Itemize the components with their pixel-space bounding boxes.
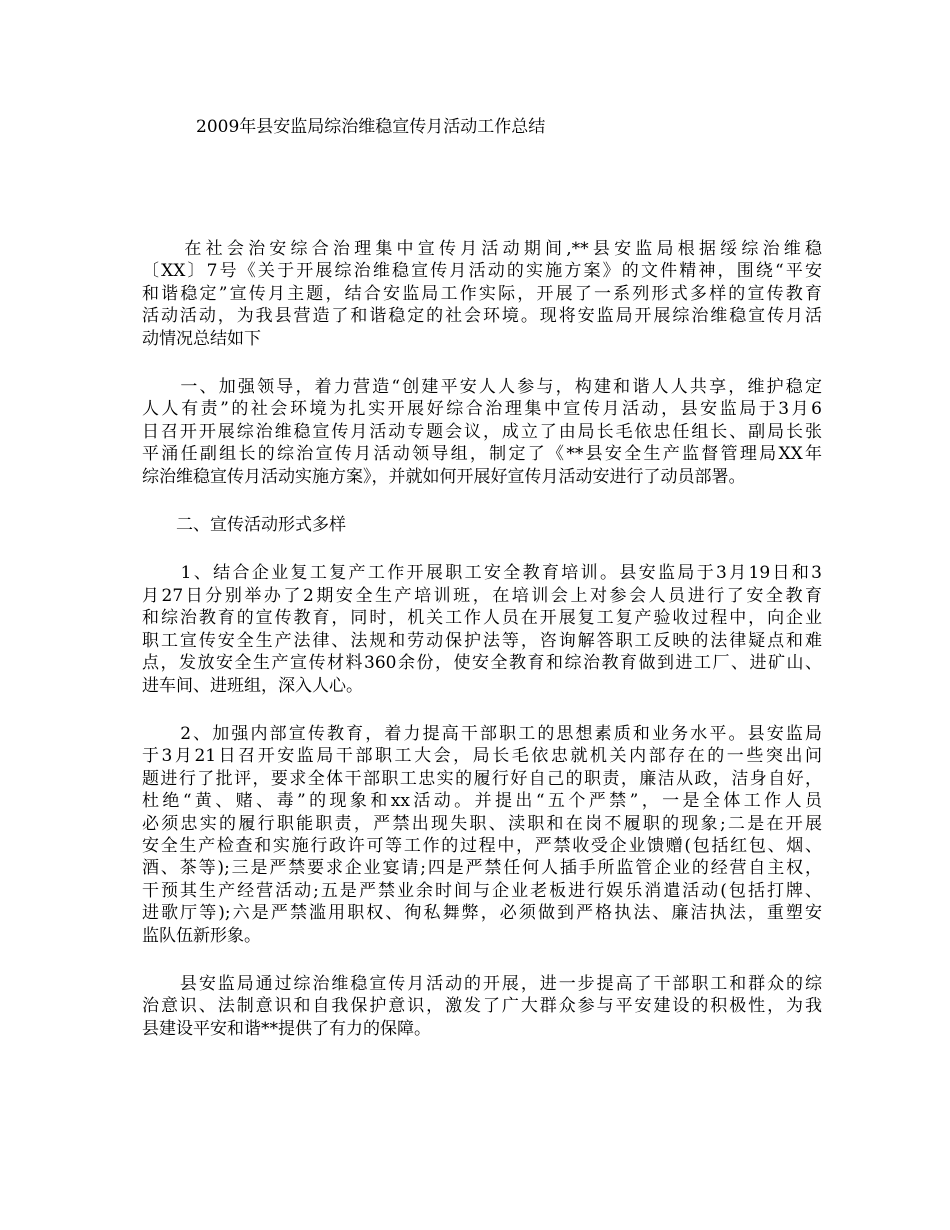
body-paragraph bbox=[142, 376, 822, 488]
paragraph-line: 1、结合企业复工复产工作开展职工安全教育培训。县安监局于3月19日和3 bbox=[142, 563, 822, 584]
paragraph-line: 酒、茶等);三是严禁要求企业宴请;四是严禁任何人插手所监管企业的经营自主权， bbox=[142, 858, 822, 879]
paragraph-line: 职工宣传安全生产法律、法规和劳动保护法等，咨询解答职工反映的法律疑点和难 bbox=[142, 630, 822, 651]
paragraph-line: 〔XX〕7号《关于开展综治维稳宣传月活动的实施方案》的文件精神，围绕“平安 bbox=[142, 261, 822, 282]
paragraph-line: 干预其生产经营活动;五是严禁业余时间与企业老板进行娱乐消遣活动(包括打牌、 bbox=[142, 880, 822, 901]
paragraph-line: 杜绝“黄、赌、毒”的现象和xx活动。并提出“五个严禁”，一是全体工作人员 bbox=[142, 791, 822, 812]
paragraph-line: 动情况总结如下 bbox=[142, 328, 261, 349]
body-paragraph bbox=[142, 723, 822, 947]
paragraph-line: 必须忠实的履行职能职责，严禁出现失职、渎职和在岗不履职的现象;二是在开展 bbox=[142, 813, 822, 834]
paragraph-line: 平涌任副组长的综治宣传月活动领导组，制定了《**县安全生产监督管理局XX年 bbox=[142, 444, 822, 465]
paragraph-line: 进歌厅等);六是严禁滥用职权、徇私舞弊，必须做到严格执法、廉洁执法，重塑安 bbox=[142, 903, 822, 924]
paragraph-line: 监队伍新形象。 bbox=[142, 925, 261, 946]
body-paragraph bbox=[142, 238, 822, 350]
paragraph-line: 和谐稳定”宣传月主题，结合安监局工作实际，开展了一系列形式多样的宣传教育 bbox=[142, 283, 822, 304]
document-title: 2009年县安监局综治维稳宣传月活动工作总结 bbox=[196, 117, 546, 137]
body-paragraph bbox=[142, 514, 822, 536]
paragraph-line: 于3月21日召开安监局干部职工大会，局长毛依忠就机关内部存在的一些突出问 bbox=[142, 746, 822, 767]
paragraph-line: 治意识、法制意识和自我保护意识，激发了广大群众参与平安建设的积极性，为我 bbox=[142, 996, 822, 1017]
paragraph-line: 一、加强领导，着力营造“创建平安人人参与，构建和谐人人共享，维护稳定 bbox=[142, 377, 822, 398]
paragraph-line: 日召开开展综治维稳宣传月活动专题会议，成立了由局长毛依忠任组长、副局长张 bbox=[142, 421, 822, 442]
paragraph-line: 活动活动，为我县营造了和谐稳定的社会环境。现将安监局开展综治维稳宣传月活 bbox=[142, 306, 822, 327]
paragraph-line: 和综治教育的宣传教育，同时，机关工作人员在开展复工复产验收过程中，向企业 bbox=[142, 608, 822, 629]
document-body bbox=[142, 238, 822, 1066]
paragraph-line: 题进行了批评，要求全体干部职工忠实的履行好自己的职责，廉洁从政，洁身自好， bbox=[142, 768, 822, 789]
paragraph-line: 进车间、进班组，深入人心。 bbox=[142, 675, 363, 696]
body-paragraph bbox=[142, 973, 822, 1040]
paragraph-line: 2、加强内部宣传教育，着力提高干部职工的思想素质和业务水平。县安监局 bbox=[142, 723, 822, 744]
paragraph-line: 县建设平安和谐**提供了有力的保障。 bbox=[142, 1018, 431, 1039]
paragraph-line: 在社会治安综合治理集中宣传月活动期间,**县安监局根据绥综治维稳 bbox=[142, 239, 822, 259]
paragraph-line: 县安监局通过综治维稳宣传月活动的开展，进一步提高了干部职工和群众的综 bbox=[142, 973, 822, 994]
paragraph-line: 二、宣传活动形式多样 bbox=[142, 515, 346, 536]
paragraph-line: 人人有责”的社会环境为扎实开展好综合治理集中宣传月活动，县安监局于3月6 bbox=[142, 399, 822, 420]
paragraph-line: 月27日分别举办了2期安全生产培训班，在培训会上对参会人员进行了安全教育 bbox=[142, 585, 822, 606]
paragraph-line: 安全生产检查和实施行政许可等工作的过程中，严禁收受企业馈赠(包括红包、烟、 bbox=[142, 835, 822, 856]
body-paragraph bbox=[142, 562, 822, 696]
paragraph-line: 综治维稳宣传月活动实施方案》，并就如何开展好宣传月活动安进行了动员部署。 bbox=[142, 466, 746, 487]
paragraph-line: 点，发放安全生产宣传材料360余份，使安全教育和综治教育做到进工厂、进矿山、 bbox=[142, 653, 822, 674]
